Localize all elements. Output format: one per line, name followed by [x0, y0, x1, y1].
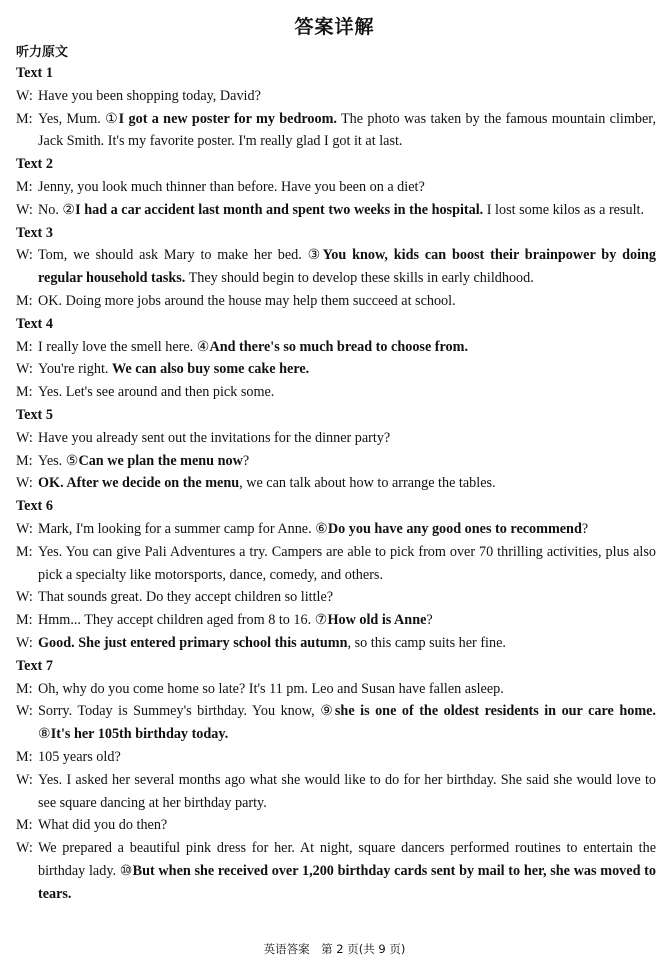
text-heading: Text 4 — [16, 315, 53, 332]
answer-key-text: she is one of the oldest residents in our care home. — [334, 703, 656, 720]
dialogue-line — [16, 85, 656, 108]
dialogue-line — [16, 609, 656, 632]
dialogue-line — [16, 358, 656, 381]
dialogue-text: Mark, I'm looking for a summer camp for Anne. ⑥ — [38, 520, 328, 537]
dialogue-line — [16, 700, 656, 746]
text-heading: Text 3 — [16, 224, 53, 241]
dialogue-text: ? — [242, 452, 250, 469]
speaker-label: M: — [16, 680, 33, 697]
speaker-label: W: — [16, 520, 33, 537]
dialogue-text: Have you been shopping today, David? — [38, 87, 261, 104]
answer-key-text: Can we plan the menu now — [78, 452, 243, 469]
answer-key-text: How old is Anne — [327, 612, 427, 629]
dialogue-text: Yes. You can give Pali Adventures a try. Campers are able to pick from over 70 thrilling activities, plus also pick a specialty like motorsports, dance, comedy, and others. — [38, 543, 656, 583]
dialogue-line — [16, 450, 656, 473]
dialogue-text: What did you do then? — [38, 817, 168, 834]
dialogue-line — [16, 541, 656, 587]
section-heading: 听力原文 — [16, 45, 69, 60]
answer-key-text: We can also buy some cake here. — [112, 361, 310, 378]
transcript-body — [16, 62, 656, 905]
dialogue-text: Oh, why do you come home so late? It's 11 pm. Leo and Susan have fallen asleep. — [38, 680, 504, 697]
dialogue-text: ? — [426, 612, 433, 629]
dialogue-text: You're right. — [38, 361, 113, 378]
dialogue-line — [16, 518, 656, 541]
speaker-label: M: — [16, 817, 33, 834]
dialogue-line — [16, 108, 656, 154]
answer-key-text: OK. After we decide on the menu — [38, 475, 240, 492]
speaker-label: W: — [16, 589, 33, 606]
dialogue-text: ⑧ — [38, 726, 51, 743]
speaker-label: M: — [16, 384, 33, 401]
dialogue-text: I really love the smell here. ④ — [38, 338, 210, 355]
dialogue-line — [16, 837, 656, 905]
speaker-label: W: — [16, 429, 33, 446]
dialogue-text: 105 years old? — [38, 748, 121, 765]
speaker-label: W: — [16, 634, 33, 651]
dialogue-line — [16, 814, 656, 837]
dialogue-text: Yes, Mum. ① — [38, 110, 119, 127]
dialogue-text: The photo was taken by the famous mountain climber, Jack Smith. It's my favorite poster. I'm really glad I got it at last. — [38, 110, 656, 150]
dialogue-line — [16, 381, 656, 404]
dialogue-line — [16, 632, 656, 655]
speaker-label: W: — [16, 201, 33, 218]
dialogue-text: I lost some kilos as a result. — [483, 201, 645, 218]
speaker-label: W: — [16, 247, 33, 264]
speaker-label: W: — [16, 703, 33, 720]
dialogue-text: No. ② — [38, 201, 76, 218]
dialogue-text: Yes. ⑤ — [38, 452, 79, 469]
dialogue-line — [16, 472, 656, 495]
dialogue-text: Jenny, you look much thinner than before. Have you been on a diet? — [38, 178, 425, 195]
dialogue-text: Yes. Let's see around and then pick some. — [38, 384, 275, 401]
answer-key-text: I had a car accident last month and spent two weeks in the hospital. — [75, 201, 484, 218]
speaker-label: W: — [16, 840, 33, 857]
dialogue-text: OK. Doing more jobs around the house may help them succeed at school. — [38, 292, 456, 309]
dialogue-line — [16, 586, 656, 609]
speaker-label: M: — [16, 452, 33, 469]
answer-key-text: Good. She just entered primary school this autumn — [38, 634, 348, 651]
speaker-label: M: — [16, 543, 33, 560]
dialogue-line — [16, 769, 656, 815]
answer-key-text: You know, kids can boost their brainpower by doing regular household tasks. — [38, 247, 657, 287]
answer-key-text: It's her 105th birthday today. — [50, 726, 229, 743]
speaker-label: M: — [16, 178, 33, 195]
speaker-label: M: — [16, 292, 33, 309]
dialogue-text: That sounds great. Do they accept children so little? — [38, 589, 334, 606]
dialogue-line — [16, 199, 656, 222]
speaker-label: W: — [16, 87, 33, 104]
dialogue-text: , so this camp suits her fine. — [347, 634, 506, 651]
dialogue-text: ? — [581, 520, 589, 537]
speaker-label: W: — [16, 361, 33, 378]
dialogue-text: We prepared a beautiful pink dress for her. At night, square dancers performed routines to entertain the birthday lady. ⑩ — [38, 840, 656, 879]
speaker-label: W: — [16, 475, 33, 492]
answer-key-text: I got a new poster for my bedroom. — [118, 110, 337, 127]
answer-key-text: And there's so much bread to choose from. — [209, 338, 469, 355]
dialogue-text: Hmm... They accept children aged from 8 to 16. ⑦ — [38, 612, 328, 629]
dialogue-text: They should begin to develop these skills in early childhood. — [185, 270, 534, 287]
speaker-label: W: — [16, 771, 33, 788]
speaker-label: M: — [16, 338, 33, 355]
dialogue-line — [16, 176, 656, 199]
dialogue-line — [16, 244, 656, 290]
page-title: 答案详解 — [294, 16, 375, 38]
dialogue-line — [16, 427, 656, 450]
dialogue-line — [16, 290, 656, 313]
dialogue-line — [16, 336, 656, 359]
dialogue-text: Sorry. Today is Summey's birthday. You know, ⑨ — [38, 703, 335, 720]
text-heading: Text 6 — [16, 498, 53, 515]
text-heading: Text 2 — [16, 156, 53, 173]
speaker-label: M: — [16, 612, 33, 629]
text-heading: Text 1 — [16, 65, 53, 81]
dialogue-line — [16, 746, 656, 769]
dialogue-text: , we can talk about how to arrange the tables. — [239, 475, 496, 492]
speaker-label: M: — [16, 748, 33, 765]
page-footer: 英语答案 第 2 页(共 9 页) — [263, 942, 406, 956]
text-heading: Text 5 — [16, 406, 53, 423]
dialogue-text: Tom, we should ask Mary to make her bed. ③ — [38, 247, 323, 264]
dialogue-text: Have you already sent out the invitations for the dinner party? — [38, 429, 391, 446]
answer-key-text: Do you have any good ones to recommend — [327, 520, 582, 537]
dialogue-line — [16, 678, 656, 701]
answer-key-text: But when she received over 1,200 birthday cards sent by mail to her, she was moved to tears. — [38, 862, 656, 902]
text-heading: Text 7 — [16, 657, 53, 674]
dialogue-text: Yes. I asked her several months ago what she would like to do for her birthday. She said she would love to see square dancing at her birthday party. — [38, 771, 656, 811]
speaker-label: M: — [16, 110, 33, 127]
